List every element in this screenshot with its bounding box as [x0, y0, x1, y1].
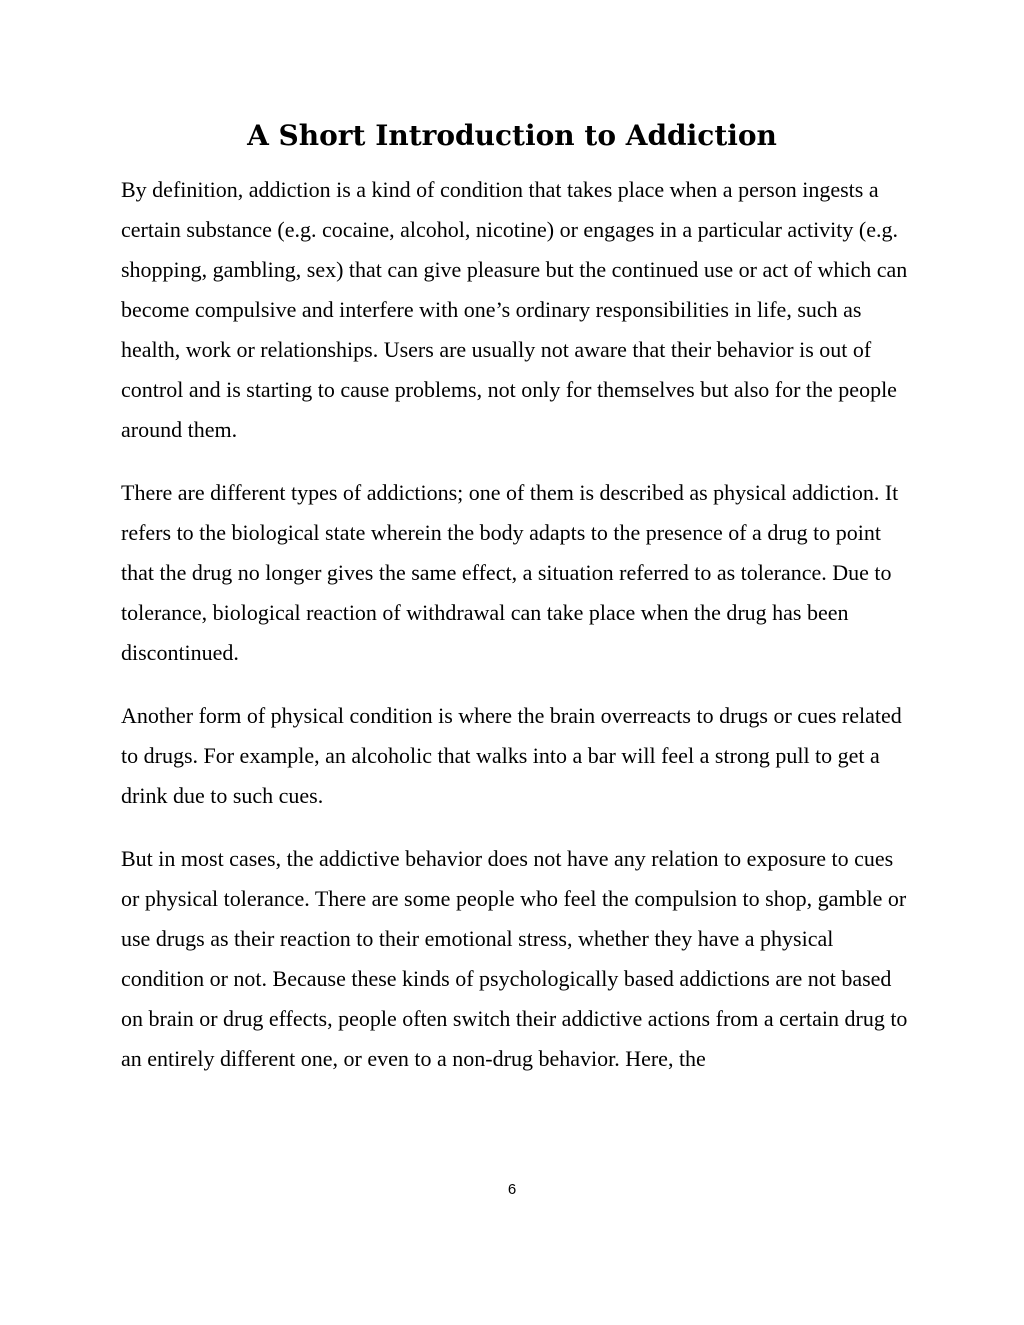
page-title: A Short Introduction to Addiction [247, 119, 777, 152]
body-text [121, 170, 911, 1102]
paragraph-psychological-addiction: But in most cases, the addictive behavior does not have any relation to exposure to cues or physical tolerance. There are some people who feel the compulsion to shop, gamble or use drugs as their reaction to their emotional stress, whether they have a physical condition or not. Because these kinds of psychologically based addictions are not based on brain or drug effects, people often switch their addictive actions from a certain drug to an entirely different one, or even to a non-drug behavior. Here, the [121, 846, 908, 1071]
paragraph-definition: By definition, addiction is a kind of condition that takes place when a person ingests a certain substance (e.g. cocaine, alcohol, nicotine) or engages in a particular activity (e.g. shopping, gambling, sex) that can give pleasure but the continued use or act of which can become compulsive and interfere with one’s ordinary responsibilities in life, such as health, work or relationships. Users are usually not aware that their behavior is out of control and is starting to cause problems, not only for themselves but also for the people around them. [121, 177, 908, 442]
page-number: 6 [507, 1181, 517, 1198]
paragraph-physical-addiction: There are different types of addictions; one of them is described as physical addiction. It refers to the biological state wherein the body adapts to the presence of a drug to point that the drug no longer gives the same effect, a situation referred to as tolerance. Due to tolerance, biological reaction of withdrawal can take place when the drug has been discontinued. [121, 480, 899, 665]
paragraph-brain-overreaction: Another form of physical condition is where the brain overreacts to drugs or cues related to drugs. For example, an alcoholic that walks into a bar will feel a strong pull to get a drink due to such cues. [121, 703, 902, 808]
